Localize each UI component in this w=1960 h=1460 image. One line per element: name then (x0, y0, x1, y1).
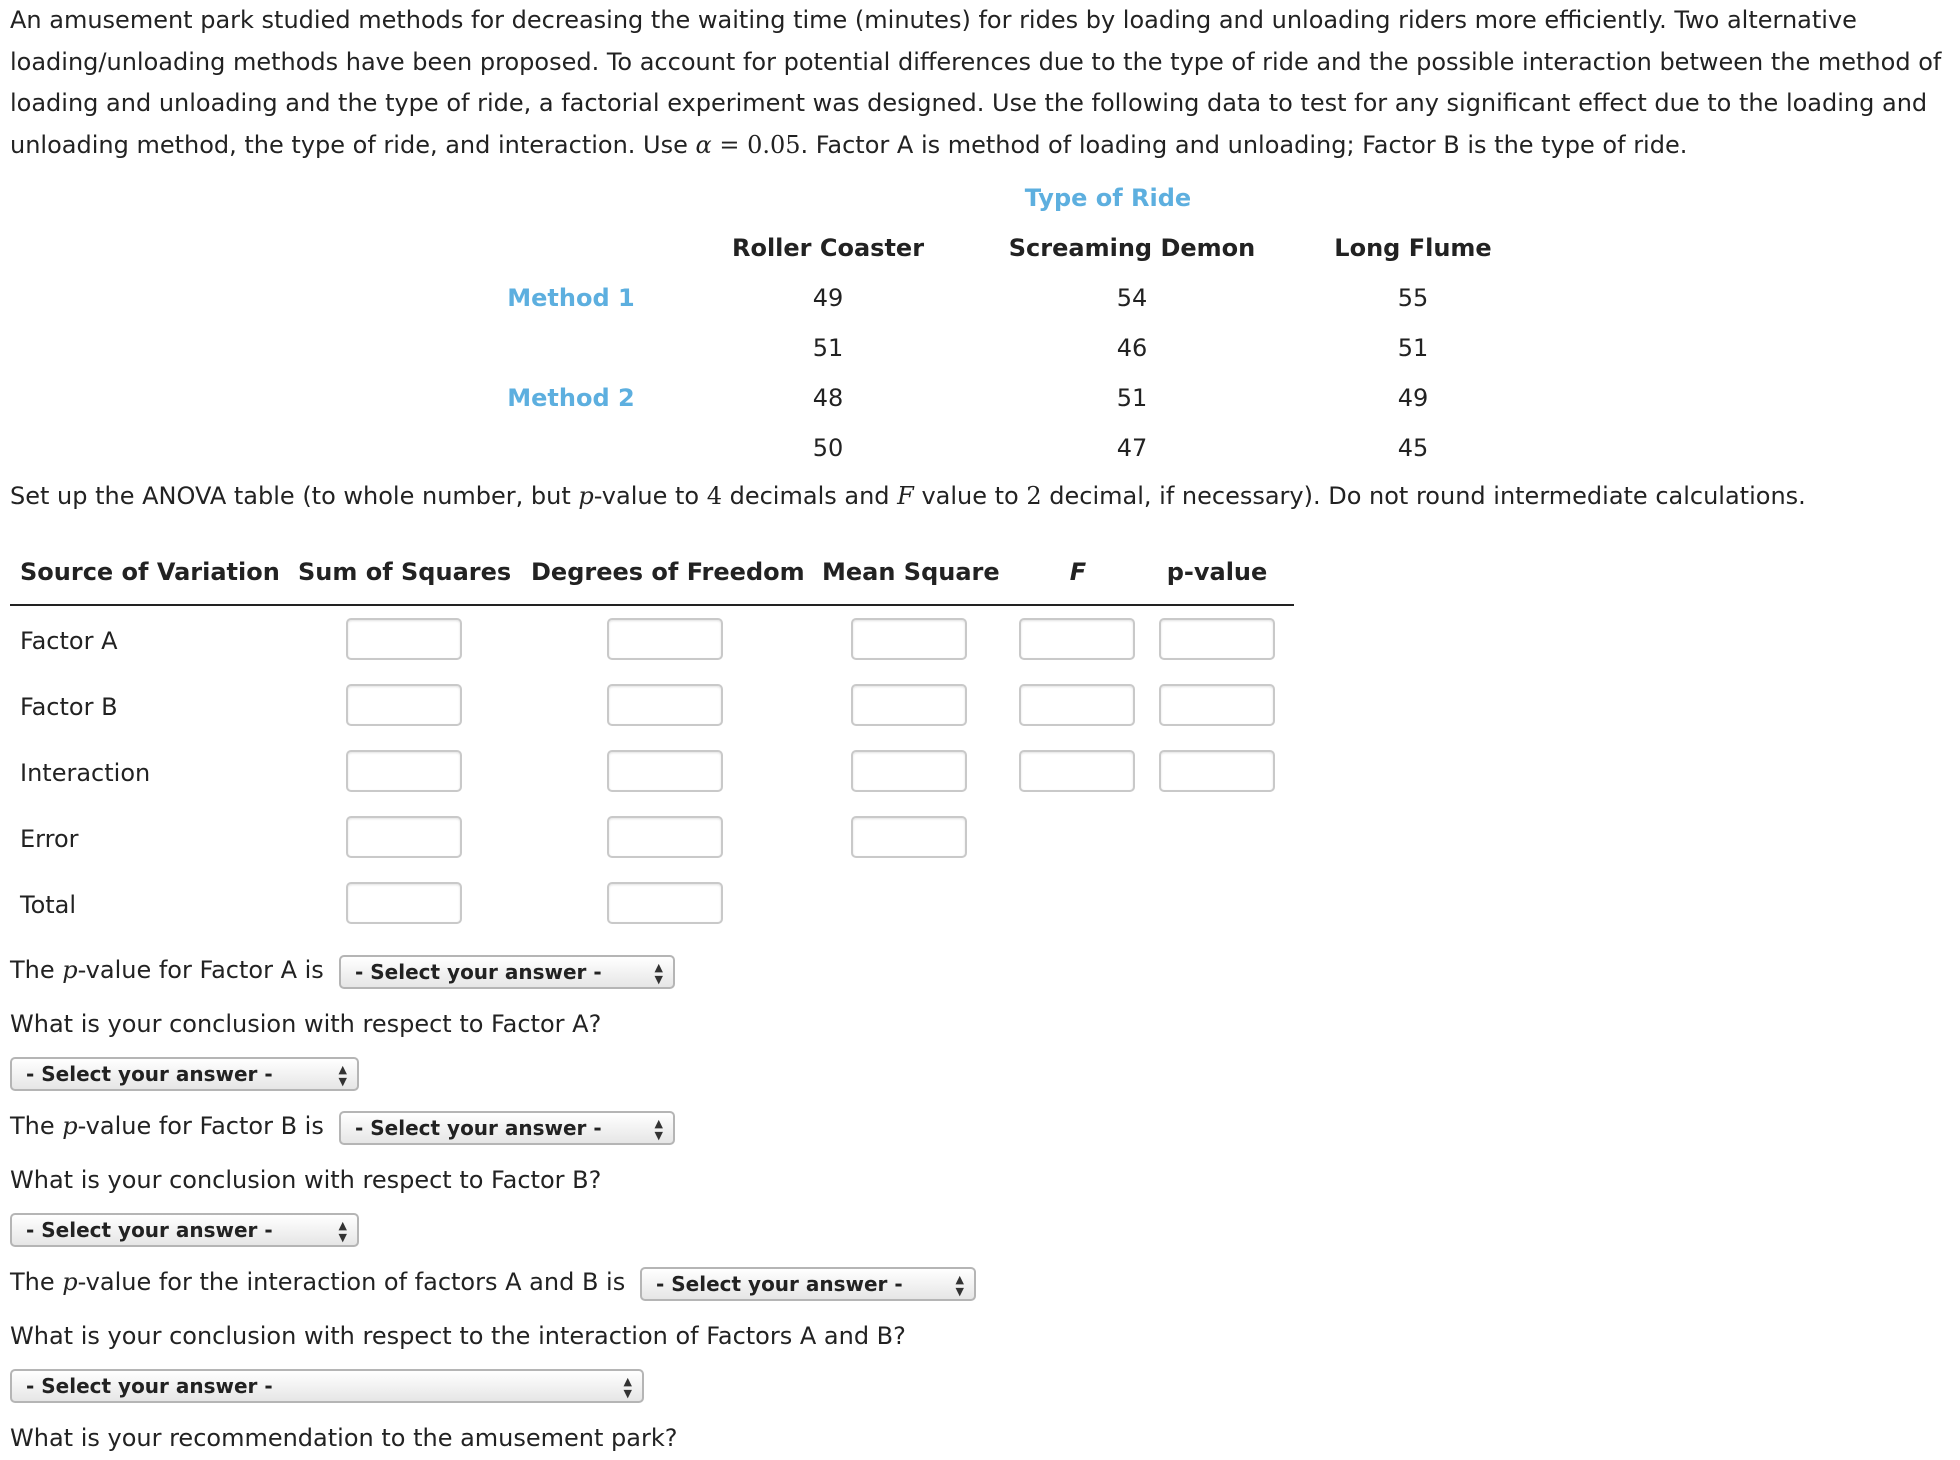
type-of-ride-title: Type of Ride (1024, 184, 1192, 212)
factor-b-f-input[interactable] (1019, 684, 1135, 726)
row-error: Error (20, 825, 79, 853)
row-interaction: Interaction (20, 759, 151, 787)
header-mean-square: Mean Square (822, 558, 1000, 586)
interaction-p-input[interactable] (1159, 750, 1275, 792)
data-cell: 55 (1397, 284, 1429, 312)
header-source: Source of Variation (20, 558, 280, 586)
error-ms-input[interactable] (851, 816, 967, 858)
question-conclusion-interaction: What is your conclusion with respect to the interaction of Factors A and B? (10, 1322, 906, 1350)
header-sum-of-squares: Sum of Squares (298, 558, 512, 586)
data-cell: 49 (1397, 384, 1429, 412)
factor-b-ms-input[interactable] (851, 684, 967, 726)
header-rule (10, 604, 1294, 606)
question-conclusion-factor-b: What is your conclusion with respect to Factor B? (10, 1166, 602, 1194)
p-value-factor-a-select[interactable]: - Select your answer - ▲ ▼ (339, 955, 675, 989)
data-cell: 49 (812, 284, 844, 312)
factor-a-ss-input[interactable] (346, 618, 462, 660)
factor-b-df-input[interactable] (607, 684, 723, 726)
data-cell: 51 (1116, 384, 1148, 412)
interaction-ms-input[interactable] (851, 750, 967, 792)
col-long-flume: Long Flume (1334, 234, 1492, 262)
anova-instruction: Set up the ANOVA table (to whole number, but p-value to 4 decimals and F value to 2 decimal, if necessary). Do not round intermediate calculations. (10, 482, 1806, 510)
problem-statement: An amusement park studied methods for decreasing the waiting time (minutes) for rides by loading and unloading riders more efficiently. Two alternative loading/unloading methods have been proposed. To account for potential differences due to the type of ride and the possible interaction between the method of loading and unloading and the type of ride, a factorial experiment was designed. Use the following data to test for any significant effect due to the loading and unloading method, the type of ride, and interaction. Use α = 0.05. Factor A is method of loading and unloading; Factor B is the type of ride. (10, 6, 1942, 159)
row-factor-b: Factor B (20, 693, 118, 721)
conclusion-interaction-select[interactable]: - Select your answer - ▲ ▼ (10, 1369, 644, 1403)
data-cell: 48 (812, 384, 844, 412)
row-total: Total (20, 891, 77, 919)
question-p-value-factor-a: The p-value for Factor A is (10, 956, 324, 984)
col-screaming-demon: Screaming Demon (1008, 234, 1256, 262)
interaction-f-input[interactable] (1019, 750, 1135, 792)
factor-b-ss-input[interactable] (346, 684, 462, 726)
data-cell: 47 (1116, 434, 1148, 462)
col-roller-coaster: Roller Coaster (731, 234, 925, 262)
question-recommendation: What is your recommendation to the amusement park? (10, 1424, 678, 1452)
p-value-factor-b-select[interactable]: - Select your answer - ▲ ▼ (339, 1111, 675, 1145)
error-df-input[interactable] (607, 816, 723, 858)
question-p-value-factor-b: The p-value for Factor B is (10, 1112, 324, 1140)
question-conclusion-factor-a: What is your conclusion with respect to Factor A? (10, 1010, 602, 1038)
header-degrees-of-freedom: Degrees of Freedom (531, 558, 805, 586)
data-cell: 45 (1397, 434, 1429, 462)
row-label-method-1: Method 1 (507, 284, 635, 312)
factor-a-ms-input[interactable] (851, 618, 967, 660)
interaction-ss-input[interactable] (346, 750, 462, 792)
p-value-interaction-select[interactable]: - Select your answer - ▲ ▼ (640, 1267, 976, 1301)
header-p-value: p-value (1166, 558, 1268, 586)
data-cell: 50 (812, 434, 844, 462)
row-label-method-2: Method 2 (507, 384, 635, 412)
factor-a-df-input[interactable] (607, 618, 723, 660)
factor-a-f-input[interactable] (1019, 618, 1135, 660)
header-f: F (1069, 558, 1087, 586)
question-p-value-interaction: The p-value for the interaction of factors A and B is (10, 1268, 626, 1296)
total-ss-input[interactable] (346, 882, 462, 924)
interaction-df-input[interactable] (607, 750, 723, 792)
factor-a-p-input[interactable] (1159, 618, 1275, 660)
factor-b-p-input[interactable] (1159, 684, 1275, 726)
total-df-input[interactable] (607, 882, 723, 924)
conclusion-factor-a-select[interactable]: - Select your answer - ▲ ▼ (10, 1057, 359, 1091)
error-ss-input[interactable] (346, 816, 462, 858)
data-cell: 46 (1116, 334, 1148, 362)
data-cell: 51 (1397, 334, 1429, 362)
row-factor-a: Factor A (20, 627, 118, 655)
data-cell: 54 (1116, 284, 1148, 312)
data-cell: 51 (812, 334, 844, 362)
conclusion-factor-b-select[interactable]: - Select your answer - ▲ ▼ (10, 1213, 359, 1247)
